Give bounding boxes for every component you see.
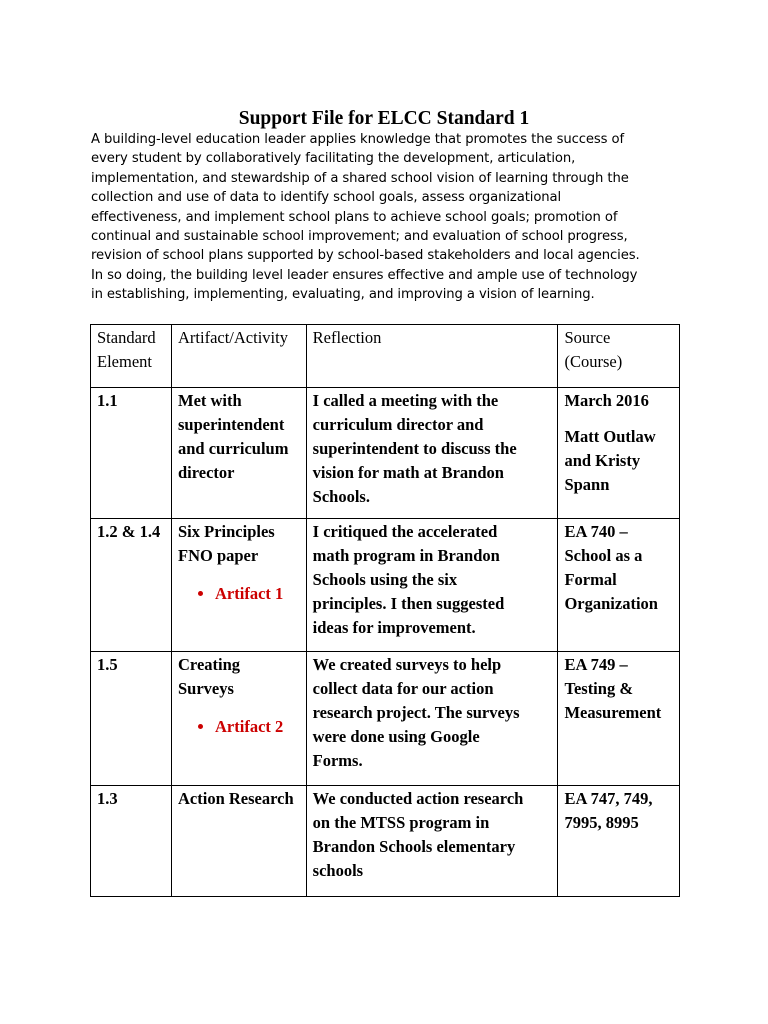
reflection-line: research project. The surveys [312,703,520,722]
element-number: 1.1 [97,391,118,410]
header-line: Reflection [312,328,382,347]
source-line: Organization [564,594,658,613]
description-line: revision of school plans supported by school-based stakeholders and local agencies. [91,248,640,264]
reflection-line: Brandon Schools elementary [312,837,516,856]
reflection-line: We conducted action research [312,789,524,808]
header-line: Source [564,328,611,347]
source-line: Testing & [564,679,634,698]
description-line: A building-level education leader applies knowledge that promotes the success of [91,132,625,147]
standard-description [91,130,691,305]
table-row [91,786,680,897]
element-number: 1.3 [97,789,118,808]
description-line: collection and use of data to identify school goals, assess organizational [91,190,562,206]
reflection-cell [306,786,558,897]
source-line: Spann [564,475,610,494]
reflection-line: schools [312,861,364,880]
source-cell [558,652,680,786]
reflection-line: Schools. [312,487,370,506]
artifact-1-link[interactable] [178,582,300,606]
element-cell [91,652,172,786]
header-source-course [558,325,680,388]
table-row [91,388,680,519]
source-line: School as a [564,546,643,565]
artifact-line: director [178,463,235,482]
artifact-cell [172,786,307,897]
element-cell [91,519,172,652]
source-line: EA 749 – [564,655,628,674]
reflection-line: I critiqued the accelerated [312,522,498,541]
source-line: 7995, 8995 [564,813,639,832]
reflection-line: superintendent to discuss the [312,439,517,458]
reflection-line: curriculum director and [312,415,484,434]
description-line: In so doing, the building level leader ensures effective and ample use of technology [91,267,638,283]
source-cell [558,519,680,652]
element-number: 1.5 [97,655,118,674]
header-reflection [306,325,558,388]
element-number: 1.2 & 1.4 [97,522,161,541]
source-line: and Kristy [564,451,641,470]
source-people [564,425,673,497]
artifact-cell [172,388,307,519]
element-cell [91,786,172,897]
artifact-link-label: Artifact 1 [215,584,284,603]
source-line: EA 740 – [564,522,628,541]
bullet-icon [198,724,203,729]
page-title: Support File for ELCC Standard 1 [238,108,530,130]
description-line: every student by collaboratively facilitating the development, articulation, [91,151,576,167]
reflection-cell [306,652,558,786]
artifact-line: FNO paper [178,546,259,565]
artifact-line: Six Principles [178,522,275,541]
artifact-line: Action Research [178,789,294,808]
artifact-line: Surveys [178,679,234,698]
artifact-link-label: Artifact 2 [215,717,284,736]
header-line: Standard [97,328,156,347]
artifact-cell [172,652,307,786]
header-line: Element [97,352,152,371]
table-row [91,652,680,786]
reflection-line: vision for math at Brandon [312,463,504,482]
reflection-line: were done using Google [312,727,480,746]
source-line: Measurement [564,703,662,722]
source-cell [558,786,680,897]
reflection-line: Forms. [312,751,363,770]
bullet-icon [198,591,203,596]
element-cell [91,388,172,519]
header-line: Artifact/Activity [178,328,288,347]
artifact-line: superintendent [178,415,285,434]
artifact-line: and curriculum [178,439,289,458]
reflection-line: I called a meeting with the [312,391,499,410]
description-line: effectiveness, and implement school plans to achieve school goals; promotion of [91,209,618,225]
artifact-cell [172,519,307,652]
reflection-line: ideas for improvement. [312,618,476,637]
reflection-line: Schools using the six [312,570,458,589]
reflection-line: principles. I then suggested [312,594,505,613]
artifact-line: Met with [178,391,242,410]
header-artifact-activity [172,325,307,388]
description-line: implementation, and stewardship of a shared school vision of learning through the [91,170,629,186]
source-line: Formal [564,570,617,589]
artifact-2-link[interactable] [178,715,300,739]
source-line: EA 747, 749, [564,789,653,808]
source-line: Matt Outlaw [564,427,656,446]
reflection-line: collect data for our action [312,679,494,698]
artifact-line: Creating [178,655,241,674]
reflection-cell [306,388,558,519]
reflection-line: math program in Brandon [312,546,500,565]
reflection-line: We created surveys to help [312,655,502,674]
reflection-line: on the MTSS program in [312,813,490,832]
standards-table [90,324,680,897]
header-line: (Course) [564,352,623,371]
source-date [564,389,673,413]
source-cell [558,388,680,519]
table-row [91,519,680,652]
source-line: March 2016 [564,391,649,410]
reflection-cell [306,519,558,652]
description-line: continual and sustainable school improvement; and evaluation of school progress, [91,229,628,245]
table-header-row [91,325,680,388]
description-line: in establishing, implementing, evaluating, and improving a vision of learning. [91,287,595,303]
header-standard-element [91,325,172,388]
